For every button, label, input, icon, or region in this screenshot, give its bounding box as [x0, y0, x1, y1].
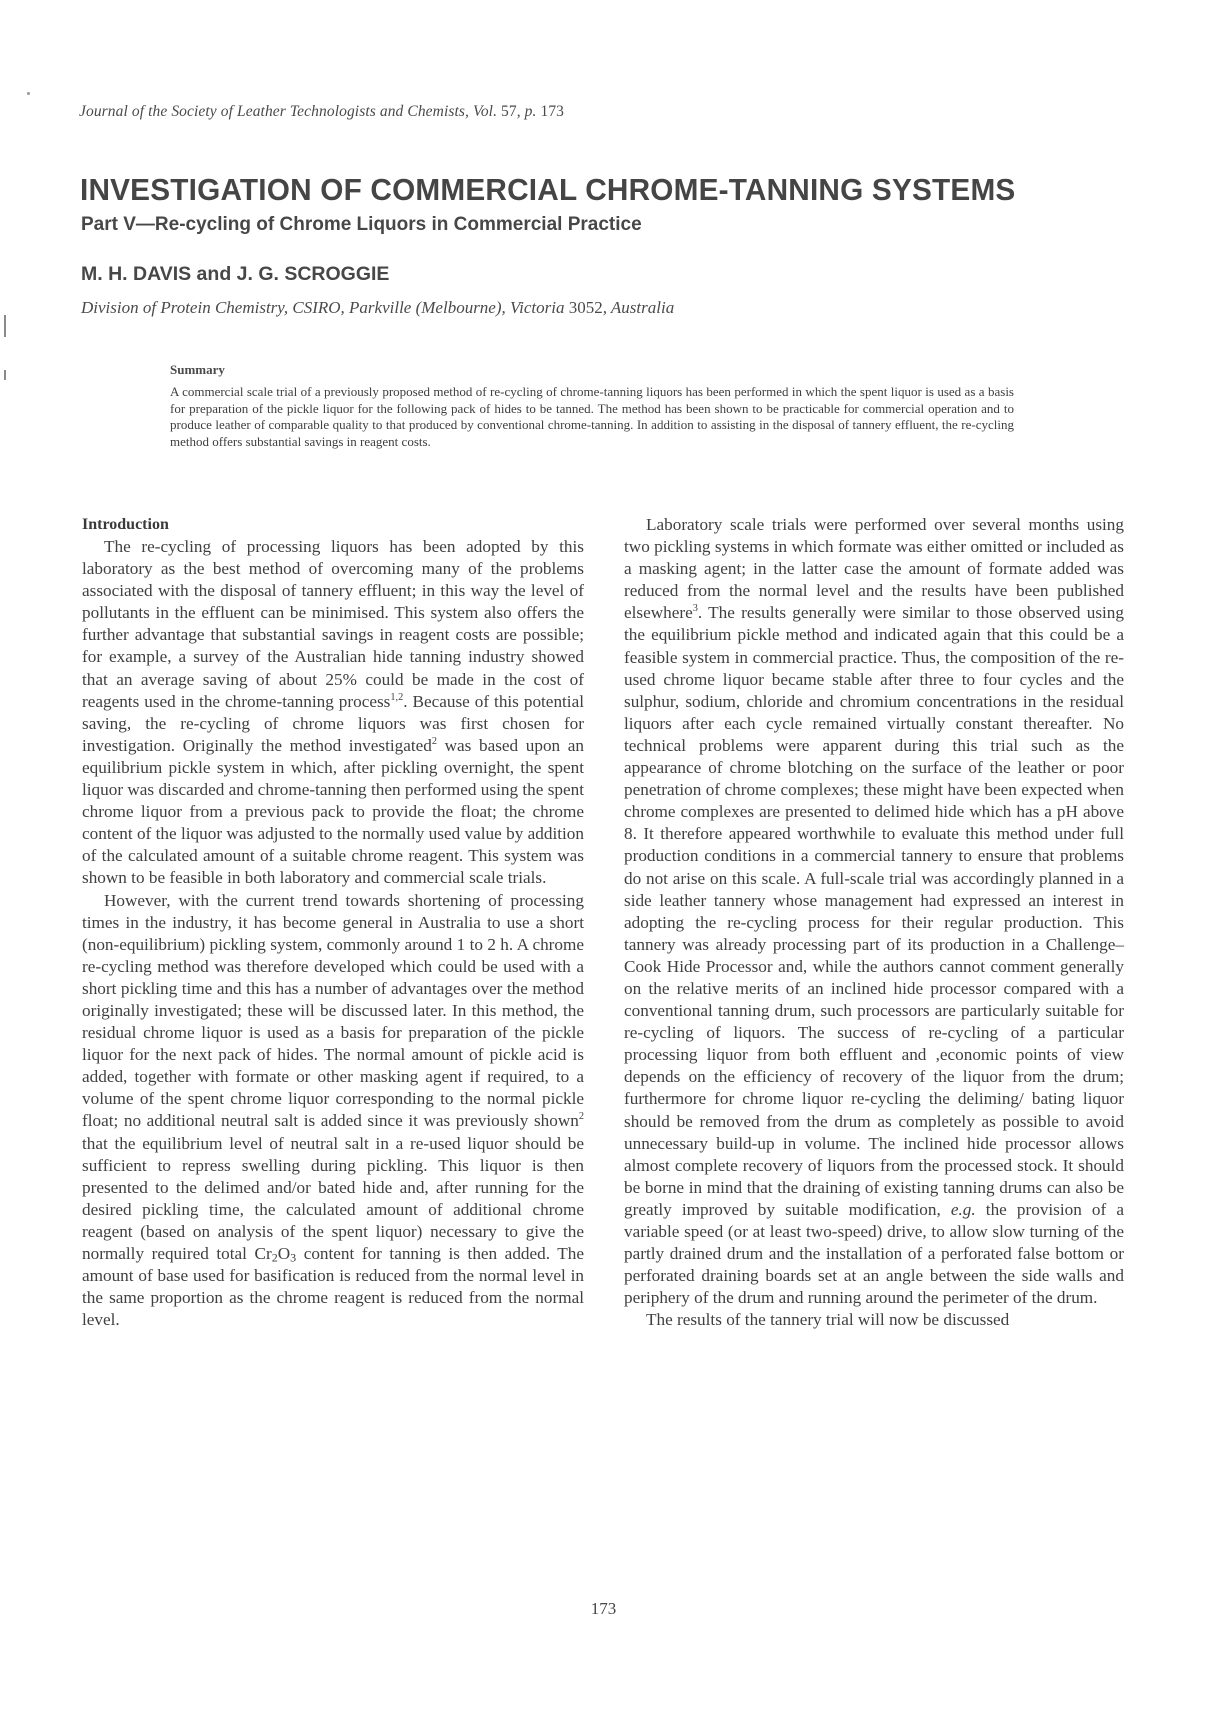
paragraph-2 — [82, 890, 584, 1332]
scan-artifact-dot — [27, 92, 30, 95]
paragraph-text: However, with the current trend towards shortening of processing times in the industry, it has become general in Australia to use a short (non-equilibrium) pickling system, commonly around 1 to 2 h. A chrome re-cycling method was therefore developed which could be used with a short pickling time and this has a number of advantages over the method originally investigated; these will be discussed later. In this method, the residual chrome liquor is used as a basis for preparation of the pickle liquor for the next pack of hides. The normal amount of pickle acid is added, together with formate or other masking agent if required, to a volume of the spent chrome liquor corresponding to the normal pickle float; no additional neutral salt is added since it was previously shown — [82, 890, 584, 1131]
chemical-subscript: 3 — [290, 1250, 297, 1265]
article-title: INVESTIGATION OF COMMERCIAL CHROME-TANNING SYSTEMS — [80, 172, 1016, 207]
scan-artifact-mark — [4, 315, 6, 337]
paragraph-text: was based upon an equilibrium pickle system in which, after pickling overnight, the spent liquor was discarded and chrome-tanning then performed using the spent chrome liquor from a previous pack to provide the float; the chrome content of the liquor was adjusted to the normally used value by addition of the calculated amount of a suitable chrome reagent. This system was shown to be feasible in both laboratory and commercial scale trials. — [82, 735, 584, 888]
paragraph-text: . Because of this potential saving, the re-cycling of chrome liquors was first chosen for investigation. Originally the method investigated — [82, 691, 584, 755]
affiliation-postcode: 3052 — [568, 298, 603, 317]
paragraph-text: content for tanning is then added. The amount of base used for basification is reduced from the normal level in the same proportion as the chrome reagent is reduced from the normal level. — [82, 1244, 584, 1330]
paragraph-3 — [624, 514, 1124, 1309]
author-affiliation — [81, 298, 674, 318]
paragraph-text: Laboratory scale trials were performed over several months using two pickling systems in which formate was either omitted or included as a masking agent; in the latter case the amount of formate added was reduced from the normal level and the results have been published elsewhere — [624, 515, 1124, 623]
journal-page-ref: 173 — [540, 103, 565, 120]
article-authors: M. H. DAVIS and J. G. SCROGGIE — [81, 263, 390, 285]
introduction-heading: Introduction — [82, 516, 169, 533]
scan-artifact-mark — [4, 370, 6, 380]
page-number: 173 — [590, 1599, 617, 1618]
citation-ref: 1,2 — [390, 691, 404, 703]
summary-section — [170, 362, 1014, 450]
journal-name: Journal of the Society of Leather Technologists and Chemists, Vol. — [79, 103, 502, 120]
page-ref-prefix: , p. — [516, 103, 541, 120]
left-column — [82, 514, 584, 1331]
article-subtitle: Part V—Re-cycling of Chrome Liquors in Commercial Practice — [81, 214, 642, 235]
paragraph-text: O — [277, 1244, 291, 1263]
affiliation-country: , Australia — [602, 298, 675, 317]
right-column — [624, 514, 1124, 1331]
citation-ref: 2 — [431, 735, 438, 747]
citation-ref: 2 — [578, 1111, 584, 1123]
citation-ref: 3 — [692, 603, 698, 615]
affiliation-text: Division of Protein Chemistry, CSIRO, Parkville (Melbourne), Victoria — [81, 298, 569, 317]
paragraph-text: . The results generally were similar to those observed using the equilibrium pickle method and indicated again that this could be a feasible system in commercial practice. Thus, the composition of the re-used chrome liquor became stable after three to four cycles and the sulphur, sodium, chloride and chromium concentrations in the residual liquors after each cycle remained virtually constant thereafter. No technical problems were apparent during this trial such as the appearance of chrome blotching on the surface of the leather or poor penetration of chrome complexes; these might have been expected when chrome complexes are presented to delimed hide which has a pH above 8. It therefore appeared worthwhile to evaluate this method under full production conditions in a commercial tannery to ensure that problems do not arise on this scale. A full-scale trial was accordingly planned in a side leather tannery whose management had expressed an interest in adopting the re-cycling process for their regular production. This tannery was already processing part of its production in a Challenge–Cook Hide Processor and, while the authors cannot comment generally on the relative merits of an inclined hide processor compared with a conventional tanning drum, such processors are particularly suitable for re-cycling of liquors. The success of re-cycling of a particular processing liquor from both effluent and ,economic points of view depends on the efficiency of recovery of the liquor from the drum; furthermore for chrome liquor re-cycling the deliming/ bating liquor should be removed from the drum as completely as possible to avoid unnecessary build-up in volume. The inclined hide processor allows almost complete recovery of liquors from the processed stock. It should be borne in mind that the draining of existing tanning drums can also be greatly improved by suitable modification, — [624, 603, 1124, 1219]
journal-volume: 57 — [501, 103, 517, 120]
paragraph-4: The results of the tannery trial will now be discussed — [646, 1310, 1010, 1330]
paragraph-text: the provision of a variable speed (or at least two-speed) drive, to allow slow turning of the partly drained drum and the installation of a perforated false bottom or perforated draining boards set at an angle between the side walls and periphery of the drum and running around the perimeter of the drum. — [624, 1199, 1124, 1308]
summary-text: A commercial scale trial of a previously proposed method of re-cycling of chrome-tanning liquors has been performed in which the spent liquor is used as a basis for preparation of the pickle liquor for the following pack of hides to be tanned. The method has been shown to be practicable for commercial operation and to produce leather of comparable quality to that produced by conventional chrome-tanning. In addition to assisting in the disposal of tannery effluent, the re-cycling method offers substantial savings in reagent costs. — [170, 384, 1014, 449]
paragraph-text: The re-cycling of processing liquors has been adopted by this laboratory as the best method of overcoming many of the problems associated with the disposal of tannery effluent; in this way the level of pollutants in the effluent can be minimised. This system also offers the further advantage that substantial savings in reagent costs are possible; for example, a survey of the Australian hide tanning industry showed that an average saving of about 25% could be made in the cost of reagents used in the chrome-tanning process — [82, 537, 584, 711]
italic-abbreviation: e.g. — [950, 1199, 976, 1219]
summary-heading: Summary — [170, 362, 225, 377]
paragraph-1 — [82, 536, 584, 890]
paragraph-text: that the equilibrium level of neutral salt in a re-used liquor should be sufficient to repress swelling during pickling. This liquor is then presented to the delimed and/or bated hide and, after running for the desired pickling time, the calculated amount of additional chrome reagent (based on analysis of the spent liquor) necessary to give the normally required total Cr — [82, 1133, 584, 1263]
chemical-subscript: 2 — [271, 1250, 278, 1265]
journal-citation — [79, 103, 564, 121]
